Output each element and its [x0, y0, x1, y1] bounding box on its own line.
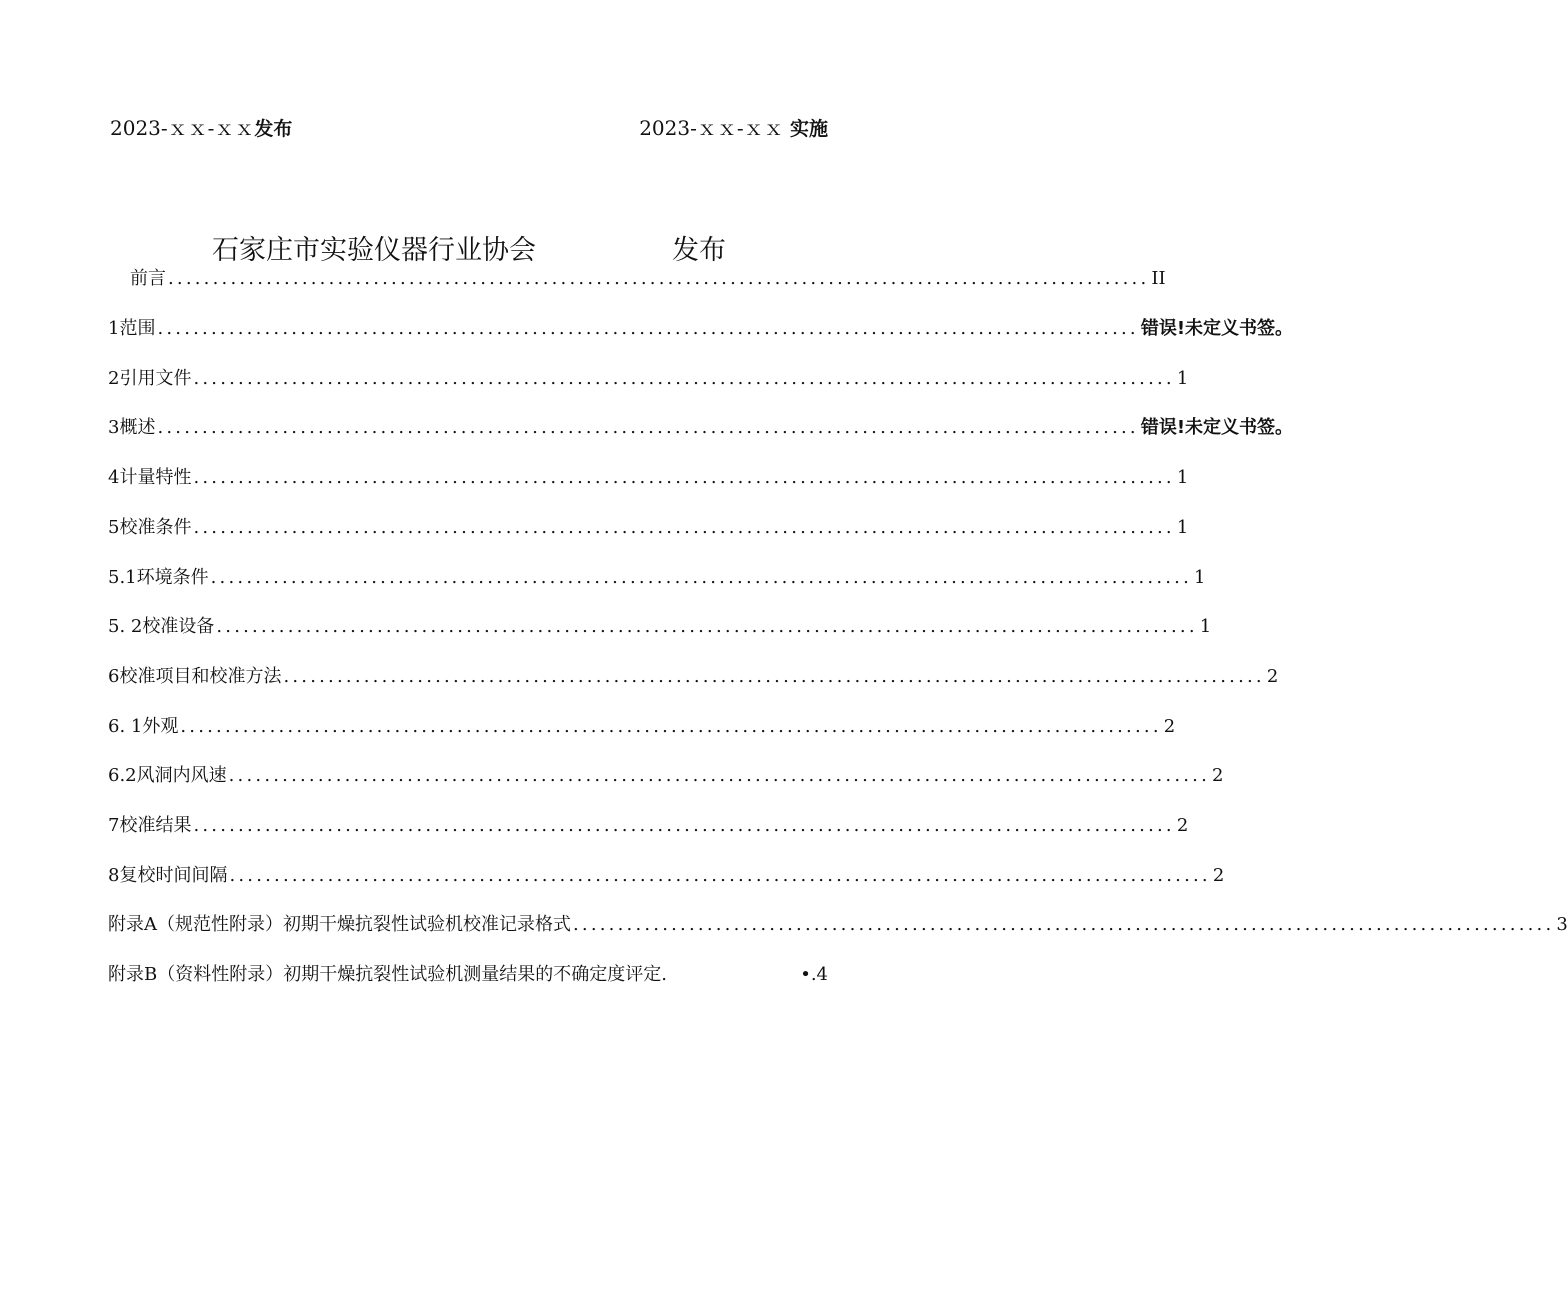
toc-leader: ..............................................................................................................: [193, 517, 1175, 538]
toc-leader: ..............................................................................................................: [157, 318, 1139, 339]
toc-entry-title: 6. 1外观: [108, 716, 179, 737]
release-date-value: 2023-ｘｘ-ｘｘ: [110, 116, 255, 140]
toc-entry-appendix-b[interactable]: [108, 960, 828, 990]
toc-entry-page: 1: [1176, 517, 1189, 538]
toc-entry-title: 8复校时间间隔: [108, 865, 228, 886]
publisher-org: 石家庄市实验仪器行业协会: [212, 235, 536, 266]
toc-entry-title: 附录A（规范性附录）初期干燥抗裂性试验机校准记录格式: [108, 914, 571, 935]
toc-entry-environment[interactable]: [108, 563, 1206, 593]
toc-entry-wind-speed[interactable]: [108, 761, 1224, 791]
toc-leader: ..............................................................................................................: [180, 716, 1162, 737]
toc-entry-page: 1: [1199, 616, 1212, 637]
toc-entry-foreword[interactable]: [130, 264, 1166, 294]
toc-entry-conditions[interactable]: [108, 513, 1189, 543]
toc-entry-appendix-a[interactable]: [108, 910, 1568, 940]
toc-entry-page: 2: [1266, 666, 1279, 687]
toc-entry-title: 4计量特性: [108, 467, 192, 488]
toc-entry-interval[interactable]: [108, 861, 1225, 891]
toc-entry-title: 6校准项目和校准方法: [108, 666, 282, 687]
toc-entry-title: 6.2风洞内风速: [108, 765, 227, 786]
toc-leader: ..............................................................................................................: [193, 368, 1175, 389]
release-date: [110, 112, 292, 141]
toc-leader: ..............................................................................................................: [573, 914, 1555, 935]
toc-entry-overview[interactable]: [108, 413, 1294, 443]
toc-entry-page: II: [1151, 268, 1166, 289]
toc-entry-title: 附录B（资料性附录）初期干燥抗裂性试验机测量结果的不确定度评定.: [108, 964, 667, 985]
toc-entry-title: 5. 2校准设备: [108, 616, 215, 637]
toc-entry-page: 1: [1194, 567, 1206, 588]
toc-entry-page: •.4: [800, 964, 828, 985]
toc-entry-equipment[interactable]: [108, 612, 1212, 642]
implementation-date-value: 2023-ｘｘ-ｘｘ: [639, 116, 784, 140]
toc-entry-title: 7校准结果: [108, 815, 192, 836]
toc-entry-page: 2: [1212, 765, 1224, 786]
toc-leader: ..............................................................................................................: [157, 417, 1139, 438]
toc-leader: ..............................................................................................................: [216, 616, 1198, 637]
toc-leader: ..............................................................................................................: [228, 765, 1211, 786]
toc-leader: ..............................................................................................................: [193, 467, 1175, 488]
toc-entry-items-methods[interactable]: [108, 662, 1279, 692]
toc-entry-title: 1范围: [108, 318, 156, 339]
toc-entry-title: 前言: [130, 268, 166, 289]
toc-entry-page: 1: [1176, 467, 1189, 488]
release-label: 发布: [254, 118, 293, 140]
toc-entry-title: 5校准条件: [108, 517, 192, 538]
toc-entry-page: 2: [1176, 815, 1189, 836]
implementation-label: 实施: [789, 118, 828, 140]
toc-entry-metrology[interactable]: [108, 463, 1189, 493]
toc-leader: ..............................................................................................................: [193, 815, 1175, 836]
toc-entry-results[interactable]: [108, 811, 1189, 841]
toc-leader: ..............................................................................................................: [283, 666, 1265, 687]
toc-entry-page: 1: [1176, 368, 1189, 389]
toc-entry-page: 3: [1556, 914, 1568, 935]
toc-entry-page: 错误!未定义书签。: [1140, 318, 1294, 339]
toc-entry-page: 错误!未定义书签。: [1140, 417, 1294, 438]
toc-entry-page: 2: [1163, 716, 1176, 737]
toc-entry-references[interactable]: [108, 364, 1189, 394]
publisher-action: 发布: [672, 235, 726, 266]
toc-leader: ..............................................................................................................: [210, 567, 1193, 588]
toc-entry-title: 3概述: [108, 417, 156, 438]
toc-entry-page: 2: [1212, 865, 1225, 886]
toc-entry-title: 5.1环境条件: [108, 567, 209, 588]
toc-leader: ..............................................................................................................: [168, 268, 1150, 289]
toc-entry-appearance[interactable]: [108, 712, 1176, 742]
toc-entry-scope[interactable]: [108, 314, 1294, 344]
implementation-date: [639, 112, 828, 141]
toc-entry-title: 2引用文件: [108, 368, 192, 389]
toc-leader: ..............................................................................................................: [229, 865, 1211, 886]
